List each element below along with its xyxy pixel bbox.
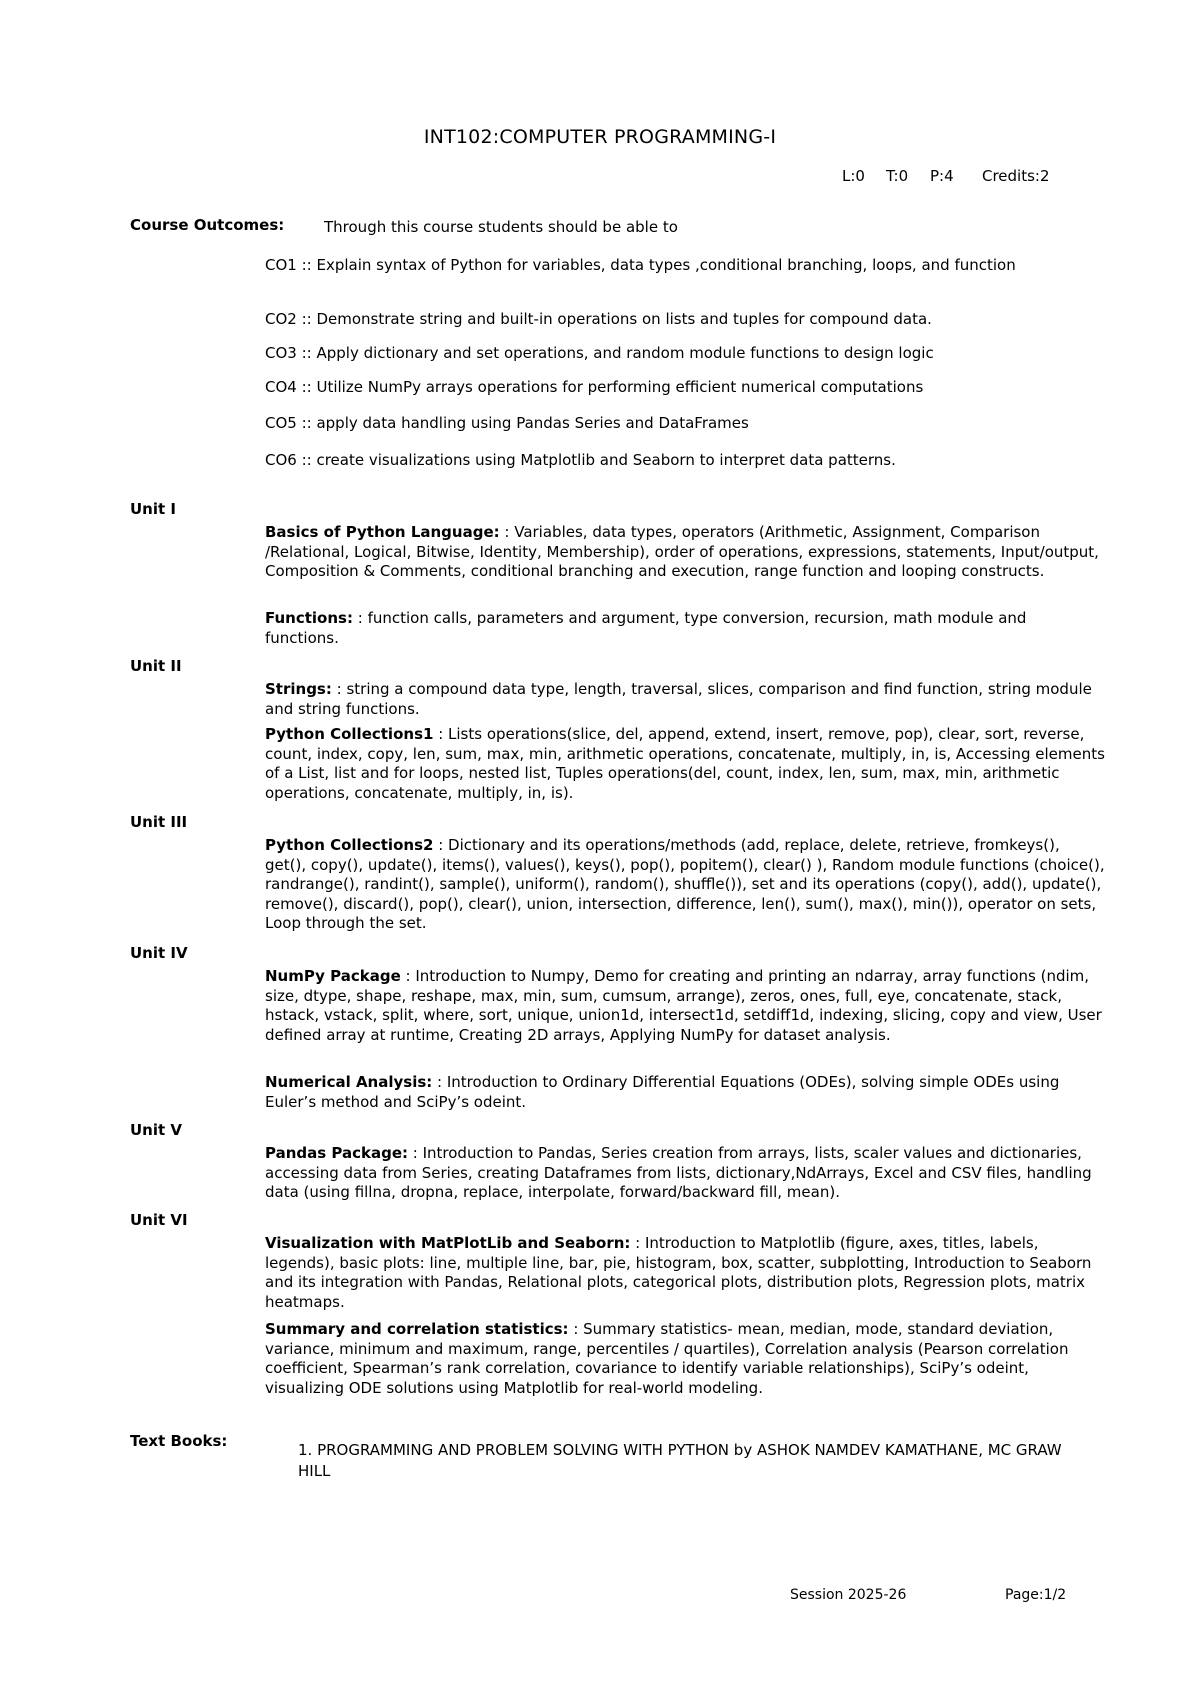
- topic-text: : Summary statistics- mean, median, mode, standard deviation, variance, minimum and maximum, range, percentiles / quartiles), Correlation analysis (Pearson correlation coefficient, Spearman’s rank correlation, covariance to identify variable relationships), SciPy’s odeint, visualizing ODE solutions using Matplotlib for real-world modeling.: [265, 1320, 1069, 1397]
- tutorial-hours: T:0: [886, 167, 909, 185]
- unit-3-label: Unit III: [130, 813, 188, 831]
- course-outcome-3: CO3 :: Apply dictionary and set operations, and random module functions to design logic: [265, 344, 934, 362]
- topic-text: : Variables, data types, operators (Arithmetic, Assignment, Comparison /Relational, Logical, Bitwise, Identity, Membership), order of operations, expressions, statements, Input/output, Composition & Comments, conditional branching and execution, range function and looping constructs.: [265, 523, 1099, 581]
- session-footer: Session 2025-26: [790, 1587, 907, 1603]
- course-title: INT102:COMPUTER PROGRAMMING-I: [423, 126, 777, 148]
- course-outcomes-intro: Through this course students should be able to: [324, 218, 678, 236]
- credits: Credits:2: [982, 167, 1050, 185]
- topic-text: : Introduction to Ordinary Differential Equations (ODEs), solving simple ODEs using Euler’s method and SciPy’s odeint.: [265, 1073, 1060, 1111]
- topic-heading: Functions:: [265, 609, 353, 627]
- unit-3-topic-1: [265, 836, 1105, 934]
- topic-text: : Dictionary and its operations/methods (add, replace, delete, retrieve, fromkeys(), get(), copy(), update(), items(), values(), keys(), pop(), popitem(), clear() ), Random module functions (choice(), randrange(), randint(), sample(), uniform(), random(), shuffle()), set and its operations (copy(), add(), update(), remove(), discard(), pop(), clear(), union, intersection, difference, len(), sum(), max(), min()), operator on sets, Loop through the set.: [265, 836, 1105, 933]
- topic-text: : Introduction to Matplotlib (figure, axes, titles, labels, legends), basic plots: line, multiple line, bar, pie, histogram, box, scatter, subplotting, Introduction to Seaborn and its integration with Pandas, Relational plots, categorical plots, distribution plots, Regression plots, matrix heatmaps.: [265, 1234, 1092, 1311]
- topic-text: : function calls, parameters and argument, type conversion, recursion, math module and functions.: [265, 609, 1027, 647]
- course-outcome-2: CO2 :: Demonstrate string and built-in operations on lists and tuples for compound data.: [265, 310, 932, 328]
- topic-heading: Strings:: [265, 680, 332, 698]
- topic-heading: Python Collections2: [265, 836, 434, 854]
- lecture-hours: L:0: [842, 167, 865, 185]
- course-outcome-4: CO4 :: Utilize NumPy arrays operations for performing efficient numerical computations: [265, 378, 924, 396]
- unit-1-topic-2: [265, 609, 1105, 648]
- unit-1-topic-1: [265, 523, 1105, 582]
- unit-2-topic-2: [265, 725, 1105, 803]
- topic-heading: NumPy Package: [265, 967, 401, 985]
- topic-heading: Basics of Python Language:: [265, 523, 500, 541]
- unit-5-label: Unit V: [130, 1121, 183, 1139]
- unit-4-topic-2: [265, 1073, 1105, 1112]
- course-outcomes-label: Course Outcomes:: [130, 216, 285, 234]
- course-outcome-1: CO1 :: Explain syntax of Python for variables, data types ,conditional branching, loops, and function: [265, 256, 1016, 274]
- unit-1-label: Unit I: [130, 500, 176, 518]
- unit-4-label: Unit IV: [130, 944, 188, 962]
- unit-6-topic-2: [265, 1320, 1105, 1398]
- topic-text: : string a compound data type, length, traversal, slices, comparison and find function, string module and string functions.: [265, 680, 1092, 718]
- topic-text: : Introduction to Numpy, Demo for creating and printing an ndarray, array functions (ndim, size, dtype, shape, reshape, max, min, sum, cumsum, arrange), zeros, ones, full, eye, concatenate, stack, hstack, vstack, split, where, sort, unique, union1d, intersect1d, setdiff1d, indexing, slicing, copy and view, User defined array at runtime, Creating 2D arrays, Applying NumPy for dataset analysis.: [265, 967, 1102, 1044]
- topic-text: : Lists operations(slice, del, append, extend, insert, remove, pop), clear, sort, reverse, count, index, copy, len, sum, max, min, arithmetic operations, concatenate, multiply, in, is, Accessing elements of a List, list and for loops, nested list, Tuples operations(del, count, index, len, sum, max, min, arithmetic operations, concatenate, multiply, in, is).: [265, 725, 1105, 802]
- unit-6-topic-1: [265, 1234, 1105, 1312]
- unit-2-topic-1: [265, 680, 1105, 719]
- topic-heading: Numerical Analysis:: [265, 1073, 433, 1091]
- unit-5-topic-1: [265, 1144, 1105, 1203]
- textbook-1: 1. PROGRAMMING AND PROBLEM SOLVING WITH PYTHON by ASHOK NAMDEV KAMATHANE, MC GRAW HILL: [298, 1441, 1062, 1480]
- unit-6-label: Unit VI: [130, 1211, 188, 1229]
- topic-text: : Introduction to Pandas, Series creation from arrays, lists, scaler values and dictionaries, accessing data from Series, creating Dataframes from lists, dictionary,NdArrays, Excel and CSV files, handling data (using fillna, dropna, replace, interpolate, forward/backward fill, mean).: [265, 1144, 1092, 1202]
- page-number: Page:1/2: [1005, 1587, 1067, 1603]
- course-outcome-5: CO5 :: apply data handling using Pandas Series and DataFrames: [265, 414, 749, 432]
- textbooks-label: Text Books:: [130, 1432, 228, 1450]
- topic-heading: Python Collections1: [265, 725, 434, 743]
- course-outcome-6: CO6 :: create visualizations using Matplotlib and Seaborn to interpret data patterns.: [265, 451, 896, 469]
- topic-heading: Visualization with MatPlotLib and Seaborn:: [265, 1234, 631, 1252]
- topic-heading: Pandas Package:: [265, 1144, 409, 1162]
- topic-heading: Summary and correlation statistics:: [265, 1320, 569, 1338]
- unit-4-topic-1: [265, 967, 1105, 1045]
- unit-2-label: Unit II: [130, 657, 182, 675]
- practical-hours: P:4: [930, 167, 954, 185]
